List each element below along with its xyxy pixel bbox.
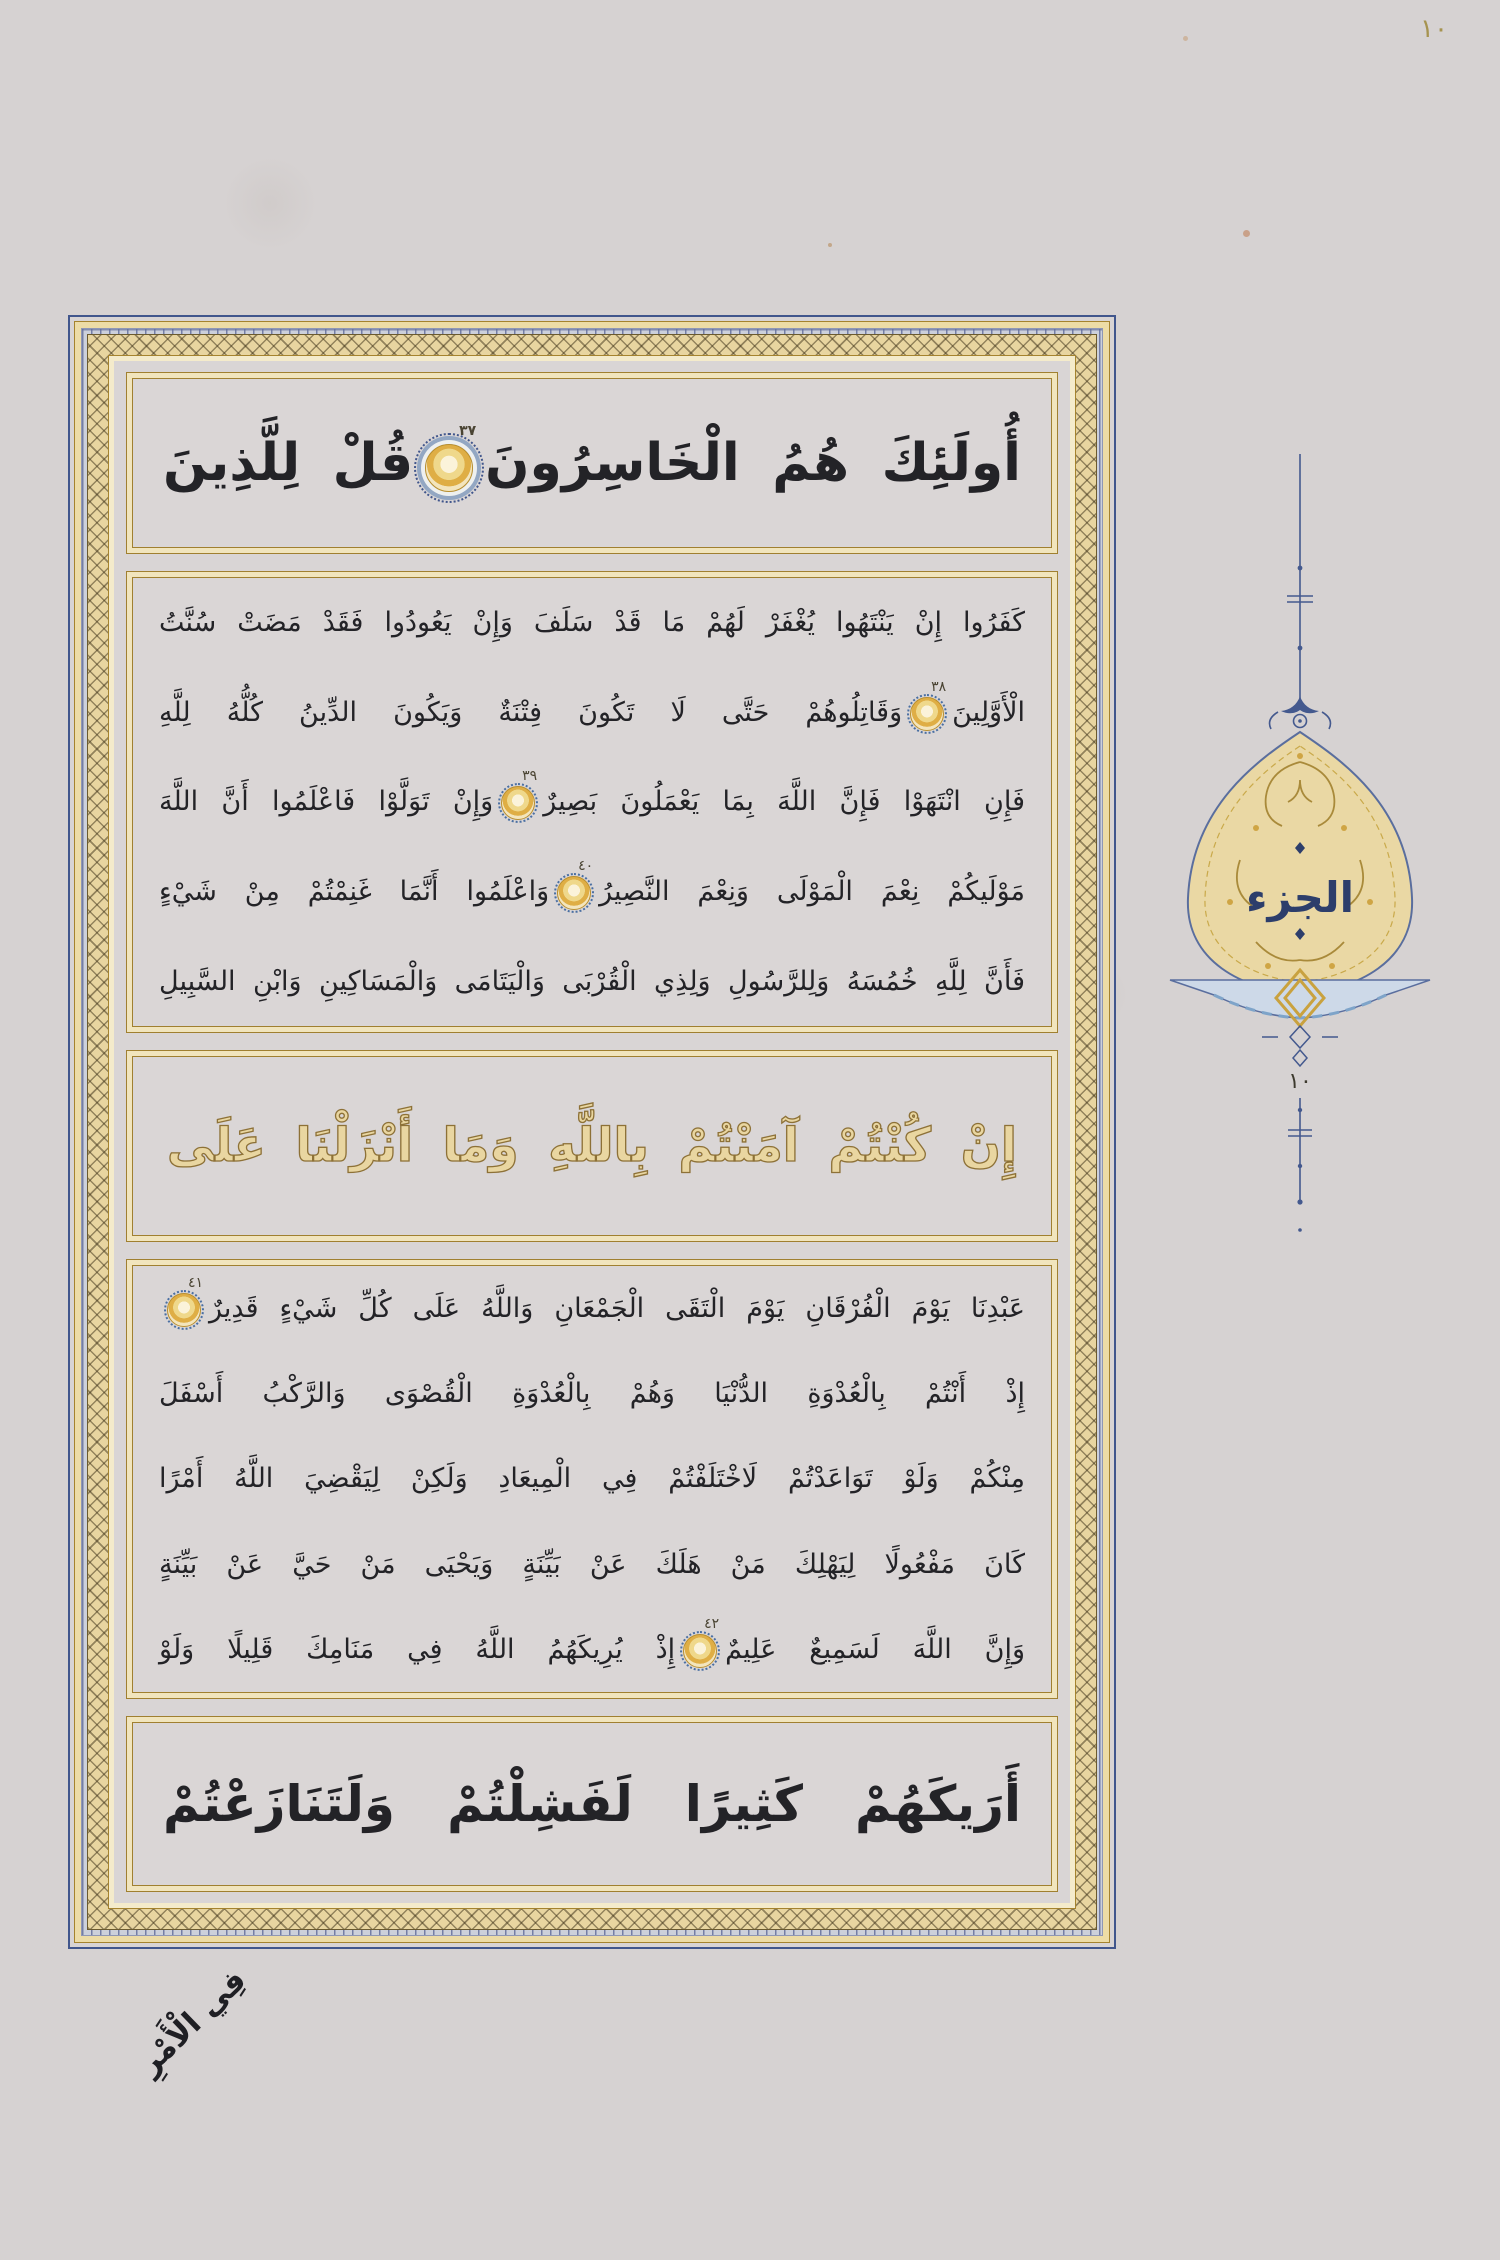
illuminated-frame — [68, 315, 1116, 1949]
gold-calligraphy-line: إِنْ كُنْتُمْ آمَنْتُمْ بِاللَّهِ وَمَا أَنْزَلْنَا عَلَى — [167, 1118, 1017, 1174]
naskh-line — [133, 1374, 1051, 1413]
verse-text: مَوْلَيكُمْ نِعْمَ الْمَوْلَى وَنِعْمَ النَّصِيرُ — [599, 876, 1025, 907]
verse-text: أُولَئِكَ هُمُ الْخَاسِرُونَ — [485, 432, 1021, 493]
rosette-icon — [167, 1293, 201, 1327]
folio-number: ١٠ — [1420, 14, 1448, 44]
verse-rosette — [909, 678, 947, 731]
verse-rosette — [682, 1615, 720, 1668]
naskh-line — [133, 1275, 1051, 1328]
naskh-line — [133, 1459, 1051, 1498]
naskh-line — [133, 1545, 1051, 1584]
thuluth-panel-bottom — [126, 1716, 1058, 1892]
juz-label: الجزء — [1245, 873, 1355, 922]
verse-text: مِنْكُمْ وَلَوْ تَوَاعَدْتُمْ لَاخْتَلَفْتُمْ فِي الْمِيعَادِ وَلَكِنْ لِيَقْضِيَ اللَّهُ أَمْرًا — [159, 1463, 1025, 1495]
naskh-line — [133, 603, 1051, 642]
verse-text: إِذْ أَنْتُمْ بِالْعُدْوَةِ الدُّنْيَا وَهُمْ بِالْعُدْوَةِ الْقُصْوَى وَالرَّكْبُ أَسْفَلَ — [159, 1378, 1025, 1410]
naskh-line — [133, 1615, 1051, 1669]
verse-rosette — [420, 422, 478, 496]
verse-text: إِذْ يُرِيكَهُمُ اللَّهُ فِي مَنَامِكَ قَلِيلًا وَلَوْ — [159, 1633, 676, 1665]
naskh-line — [133, 962, 1051, 1001]
paper-speck — [1243, 230, 1250, 237]
verse-number: ٣٩ — [522, 768, 538, 785]
verse-rosette — [500, 768, 538, 820]
verse-text: قُلْ لِلَّذِينَ — [163, 432, 414, 493]
paper-speck — [828, 243, 832, 247]
naskh-line — [133, 858, 1051, 911]
rosette-icon — [425, 444, 473, 492]
gold-thuluth-panel — [126, 1050, 1058, 1242]
verse-rosette — [556, 858, 594, 910]
medallion-dome — [1188, 732, 1412, 994]
verse-text: وَإِنَّ اللَّهَ لَسَمِيعٌ عَلِيمٌ — [725, 1633, 1025, 1665]
verse-number: ٤١ — [187, 1275, 203, 1292]
verse-rosette — [166, 1275, 203, 1327]
upper-finial-line — [1287, 454, 1313, 698]
juz-medallion-ornament — [1160, 450, 1440, 1240]
naskh-line — [133, 678, 1051, 732]
naskh-line — [133, 768, 1051, 821]
calligraphy-line — [133, 422, 1051, 496]
lower-finial-line — [1288, 1098, 1312, 1202]
naskh-panel-upper — [126, 571, 1058, 1033]
catchword — [112, 1952, 272, 2092]
rosette-icon — [910, 697, 944, 731]
verse-text: وَقَاتِلُوهُمْ حَتَّى لَا تَكُونَ فِتْنَةٌ وَيَكُونَ الدِّينُ كُلُّهُ لِلَّهِ — [159, 696, 903, 728]
diamond-chain — [1262, 1026, 1338, 1066]
gold-strip-border — [74, 321, 1110, 1943]
naskh-panel-lower — [126, 1259, 1058, 1699]
verse-number: ٣٨ — [931, 678, 947, 695]
verse-text: كَفَرُوا إِنْ يَنْتَهُوا يُغْفَرْ لَهُمْ مَا قَدْ سَلَفَ وَإِنْ يَعُودُوا فَقَدْ مَضَتْ سُنَّتُ — [159, 607, 1025, 639]
rosette-icon — [683, 1634, 717, 1668]
verse-text: فَأَنَّ لِلَّهِ خُمُسَهُ وَلِلرَّسُولِ وَلِذِي الْقُرْبَى وَالْيَتَامَى وَالْمَسَاكِينِ وَابْنِ السَّبِيلِ — [159, 965, 1025, 997]
text-block — [114, 361, 1070, 1903]
calligraphy-line: أَرَيكَهُمْ كَثِيرًا لَفَشِلْتُمْ وَلَتَنَازَعْتُمْ — [163, 1774, 1021, 1833]
rosette-icon — [557, 876, 591, 910]
juz-number: ١٠ — [1288, 1069, 1312, 1094]
gold-knot-border — [87, 334, 1097, 1930]
verse-number: ٣٧ — [459, 422, 477, 439]
verse-text: وَاعْلَمُوا أَنَّمَا غَنِمْتُمْ مِنْ شَيْءٍ — [159, 876, 550, 907]
verse-text: وَإِنْ تَوَلَّوْا فَاعْلَمُوا أَنَّ اللَّهَ — [159, 786, 494, 818]
blue-lappet-border — [81, 328, 1103, 1936]
rosette-icon — [501, 786, 535, 820]
verse-text: كَانَ مَفْعُولًا لِيَهْلِكَ مَنْ هَلَكَ عَنْ بَيِّنَةٍ وَيَحْيَى مَنْ حَيَّ عَنْ بَيِّنَةٍ — [159, 1548, 1025, 1580]
gold-rule-border — [108, 355, 1076, 1909]
verse-text: فَإِنِ انْتَهَوْا فَإِنَّ اللَّهَ بِمَا يَعْمَلُونَ بَصِيرٌ — [543, 786, 1025, 818]
catchword-text: فِي الْأَمْرِ — [131, 1962, 253, 2082]
paper-speck — [1183, 36, 1188, 41]
thuluth-panel-top — [126, 372, 1058, 554]
verse-text: الْأَوَّلِينَ — [952, 696, 1025, 728]
verse-number: ٤٠ — [578, 858, 594, 874]
verse-text: عَبْدِنَا يَوْمَ الْفُرْقَانِ يَوْمَ الْتَقَى الْجَمْعَانِ وَاللَّهُ عَلَى كُلِّ شَيْءٍ قَدِيرٌ — [209, 1293, 1025, 1325]
medallion-skirt — [1170, 970, 1430, 1026]
verse-number: ٤٢ — [704, 1615, 720, 1632]
fleur-finial-icon — [1270, 696, 1331, 729]
